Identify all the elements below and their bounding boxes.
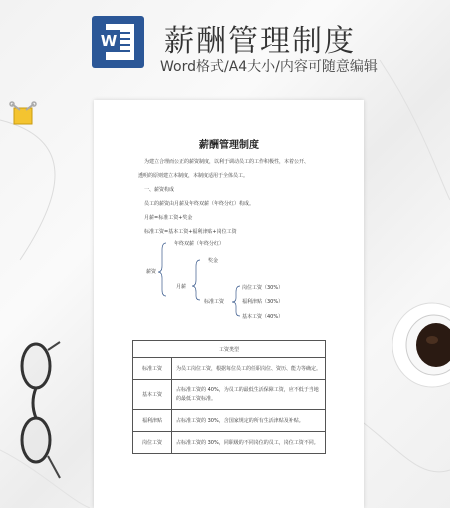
table-row xyxy=(133,410,326,432)
table-row xyxy=(133,358,326,380)
tree-year-end: 年终双薪（年终分红） xyxy=(174,241,225,247)
tree-root: 薪资 xyxy=(146,269,157,275)
table-cell-type: 福利津贴 xyxy=(133,410,172,432)
salary-type-table xyxy=(132,340,326,454)
standard-formula: 标准工资=基本工资+福利津贴+岗位工资 xyxy=(144,229,237,235)
tree-post: 岗位工资（30%） xyxy=(242,285,284,291)
word-icon-letter: W xyxy=(98,30,120,52)
table-cell-type: 标准工资 xyxy=(133,358,172,380)
tree-standard: 标准工资 xyxy=(204,299,225,305)
tree-welfare: 福利津贴（30%） xyxy=(242,299,284,305)
header xyxy=(0,0,450,86)
tree-bonus: 奖金 xyxy=(208,258,219,264)
table-header: 工资类型 xyxy=(133,341,326,358)
table-cell-desc: 占标准工资的 30%，含国家规定的所有生活津贴及补贴。 xyxy=(172,410,326,432)
tree-monthly: 月薪 xyxy=(176,284,187,290)
intro-line-1: 为建立合理而公正的薪资制度，以利于调动员工的工作积极性，本着公开、 xyxy=(144,159,310,165)
word-icon xyxy=(92,16,144,68)
table-cell-type: 基本工资 xyxy=(133,380,172,410)
table-cell-desc: 为员工岗位工资，根据每位员工的任职岗位、资历、能力等确定。 xyxy=(172,358,326,380)
table-row xyxy=(133,432,326,454)
table-cell-desc: 占标准工资的 40%，为员工的最低生活保障工资，应不低于当地的最低工资标准。 xyxy=(172,380,326,410)
glasses-icon xyxy=(14,338,64,488)
table-row xyxy=(133,380,326,410)
table-cell-type: 岗位工资 xyxy=(133,432,172,454)
page-subtitle: Word格式/A4大小/内容可随意编辑 xyxy=(160,59,378,75)
coffee-cup-icon xyxy=(392,300,450,390)
tree-base: 基本工资（40%） xyxy=(242,314,284,320)
monthly-formula: 月薪=标准工资+奖金 xyxy=(144,215,193,221)
salary-tree-diagram xyxy=(94,100,364,340)
salary-composition: 员工的薪资由月薪及年终双薪（年终分红）构成。 xyxy=(144,201,255,207)
intro-line-2: 透明的原则建立本制度，本制度适用于全体员工。 xyxy=(138,173,249,179)
document-title: 薪酬管理制度 xyxy=(199,140,259,151)
document-page xyxy=(94,100,364,508)
binder-clip-icon xyxy=(8,100,38,128)
table-cell-desc: 占标准工资的 30%，同职级的不同岗位的员工，岗位工资不同。 xyxy=(172,432,326,454)
section-heading: 一、薪资构成 xyxy=(144,187,175,193)
page-title: 薪酬管理制度 xyxy=(164,24,356,59)
